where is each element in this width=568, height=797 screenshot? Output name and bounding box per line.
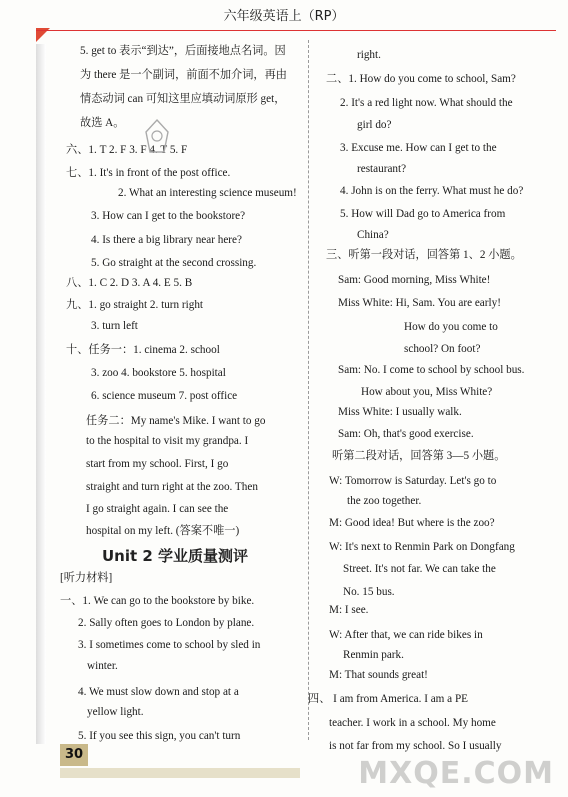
- unit-title: Unit 2 学业质量测评: [102, 547, 249, 565]
- right-line: school? On foot?: [404, 343, 481, 355]
- left-line: 十、任务一：1. cinema 2. school: [66, 344, 220, 356]
- right-line: 三、听第一段对话，回答第 1、2 小题。: [326, 249, 522, 261]
- left-line: yellow light.: [87, 706, 144, 718]
- left-line: 4. We must slow down and stop at a: [78, 686, 239, 698]
- right-line: M: I see.: [329, 604, 369, 616]
- left-line: 一、1. We can go to the bookstore by bike.: [60, 595, 255, 607]
- left-line: 为 there 是一个副词，前面不加介词，再由: [80, 69, 287, 81]
- right-line: How about you, Miss White?: [361, 386, 493, 398]
- left-line: hospital on my left. (答案不唯一): [86, 525, 240, 537]
- right-line: 3. Excuse me. How can I get to the: [340, 142, 497, 154]
- left-line: 5. get to 表示“到达”，后面接地点名词。因: [80, 45, 286, 57]
- left-line: 任务二：My name's Mike. I want to go: [86, 415, 266, 427]
- right-line: 四、 I am from America. I am a PE: [308, 693, 468, 705]
- left-line: 4. Is there a big library near here?: [91, 234, 242, 246]
- right-line: M: That sounds great!: [329, 669, 428, 681]
- right-line: W: After that, we can ride bikes in: [329, 629, 483, 641]
- right-line: Miss White: Hi, Sam. You are early!: [338, 297, 501, 309]
- left-line: 3. How can I get to the bookstore?: [91, 210, 246, 222]
- left-line: 5. If you see this sign, you can't turn: [78, 730, 241, 742]
- right-line: girl do?: [357, 119, 392, 131]
- right-line: is not far from my school. So I usually: [329, 740, 502, 752]
- left-line: winter.: [87, 660, 118, 672]
- logo-stamp-icon: [140, 118, 174, 156]
- left-line: 2. What an interesting science museum!: [118, 187, 297, 199]
- left-line: 3. turn left: [91, 320, 138, 332]
- right-line: W: Tomorrow is Saturday. Let's go to: [329, 475, 497, 487]
- column-divider: [308, 40, 309, 740]
- right-line: the zoo together.: [347, 495, 422, 507]
- left-line: 九、1. go straight 2. turn right: [66, 299, 204, 311]
- right-line: 2. It's a red light now. What should the: [340, 97, 513, 109]
- right-line: 二、1. How do you come to school, Sam?: [326, 73, 516, 85]
- right-line: 5. How will Dad go to America from: [340, 208, 506, 220]
- left-line: straight and turn right at the zoo. Then: [86, 481, 258, 493]
- right-line: Street. It's not far. We can take the: [343, 563, 496, 575]
- left-line: 6. science museum 7. post office: [91, 390, 238, 402]
- page-number: 30: [60, 744, 88, 766]
- right-line: M: Good idea! But where is the zoo?: [329, 517, 495, 529]
- left-line: 2. Sally often goes to London by plane.: [78, 617, 255, 629]
- right-line: right.: [357, 49, 381, 61]
- right-line: Miss White: I usually walk.: [338, 406, 462, 418]
- footer-bar: [60, 768, 300, 778]
- watermark: MXQE.COM: [358, 756, 554, 791]
- left-line: 5. Go straight at the second crossing.: [91, 257, 257, 269]
- right-line: Sam: Good morning, Miss White!: [338, 274, 491, 286]
- right-line: W: It's next to Renmin Park on Dongfang: [329, 541, 515, 553]
- right-line: 4. John is on the ferry. What must he do?: [340, 185, 524, 197]
- right-line: teacher. I work in a school. My home: [329, 717, 496, 729]
- right-line: Sam: No. I come to school by school bus.: [338, 364, 525, 376]
- right-line: Renmin park.: [343, 649, 404, 661]
- right-line: Sam: Oh, that's good exercise.: [338, 428, 474, 440]
- left-line: I go straight again. I can see the: [86, 503, 229, 515]
- right-line: restaurant?: [357, 163, 407, 175]
- page-header: 六年级英语上（RP）: [223, 9, 345, 24]
- left-line: 3. zoo 4. bookstore 5. hospital: [91, 367, 226, 379]
- left-line: start from my school. First, I go: [86, 458, 229, 470]
- left-line: 故选 A。: [80, 117, 125, 129]
- left-line: to the hospital to visit my grandpa. I: [86, 435, 249, 447]
- right-line: 听第二段对话，回答第 3—5 小题。: [332, 450, 506, 462]
- right-line: No. 15 bus.: [343, 586, 395, 598]
- left-line: 七、1. It's in front of the post office.: [66, 167, 231, 179]
- header-rule: [36, 30, 556, 31]
- page-fold-shadow: [36, 44, 46, 744]
- right-line: How do you come to: [404, 321, 498, 333]
- left-line: 六、1. T 2. F 3. F 4. T 5. F: [66, 144, 188, 156]
- left-line: 情态动词 can 可知这里应填动词原形 get，: [80, 93, 286, 105]
- left-line: 八、1. C 2. D 3. A 4. E 5. B: [66, 277, 193, 289]
- right-line: China?: [357, 229, 389, 241]
- left-line: [听力材料]: [60, 572, 113, 584]
- left-line: 3. I sometimes come to school by sled in: [78, 639, 261, 651]
